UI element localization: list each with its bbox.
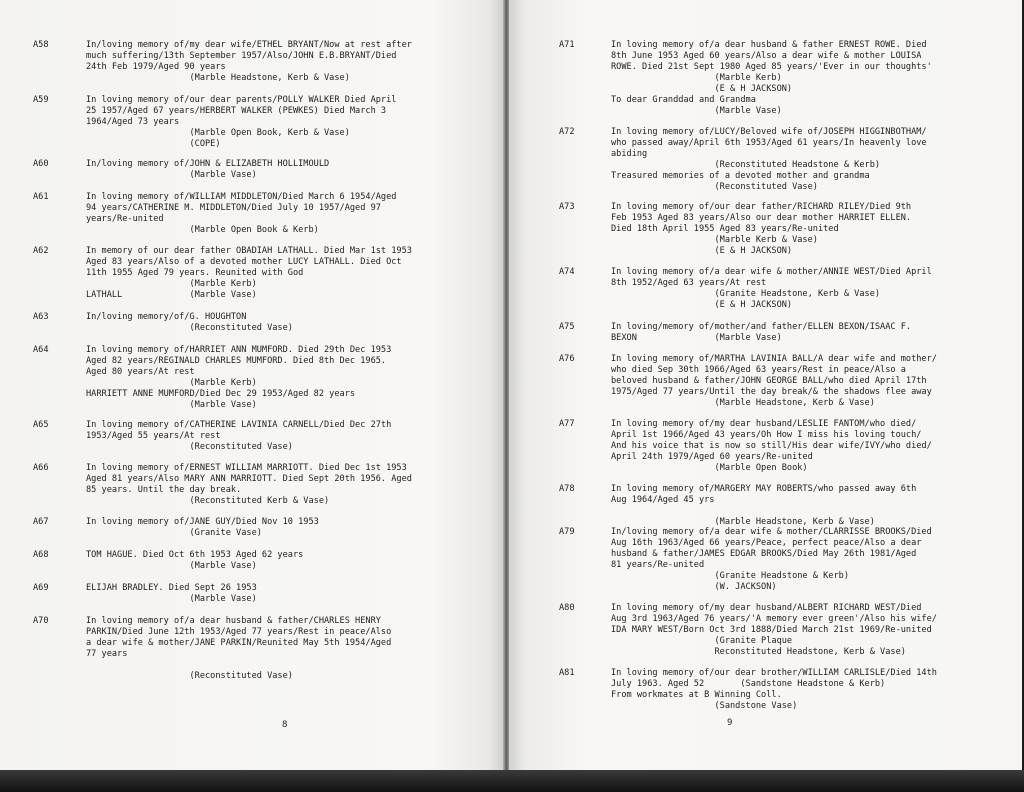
entry-code: A77 [559,419,575,429]
entry-line: Aged 80 years/At rest [86,367,195,377]
entry-code: A68 [33,550,49,560]
entry-line: Aug 3rd 1963/Aged 76 years/'A memory ever green'/Also his wife/ [611,614,937,624]
page-number: 8 [282,720,288,730]
entry-line: (Marble Vase) [86,561,257,571]
entry-line: In loving memory of/a dear wife & mother/ANNIE WEST/Died April [611,267,932,277]
entry-line: Aug 1964/Aged 45 yrs [611,495,715,505]
entry-text [611,484,916,528]
entry-text [86,159,329,181]
entry-line: In memory of our dear father OBADIAH LATHALL. Died Mar 1st 1953 [86,246,412,256]
entry-line: (Reconstituted Vase) [86,442,293,452]
entry-line: In/loving memory of/JOHN & ELIZABETH HOLLIMOULD [86,159,330,169]
entry-line: Treasured memories of a devoted mother and grandma [611,171,870,181]
entry-text [86,192,396,236]
entry-line: abiding [611,149,648,159]
entry-code: A63 [33,312,49,322]
entry-line: Aged 82 years/REGINALD CHARLES MUMFORD. Died 8th Dec 1965. [86,356,387,366]
entry-line: (Sandstone Vase) [611,701,798,711]
entry-line: 8th 1952/Aged 63 years/At rest [611,278,767,288]
entry-line: 8th June 1953 Aged 60 years/Also a dear wife & mother LOUISA [611,51,922,61]
entry-line: (W. JACKSON) [611,582,777,592]
entry-line: a dear wife & mother/JANE PARKIN/Reunited May 5th 1954/Aged [86,638,392,648]
entry-code: A66 [33,463,49,473]
entry-line: Reconstituted Headstone, Kerb & Vase) [611,647,906,657]
scan-shadow [0,770,1024,792]
entry-text [86,583,257,605]
entry-text [611,202,911,257]
entry-text [611,322,911,344]
entry-line: years/Re-united [86,214,164,224]
entry-line [611,506,916,517]
entry-line: In loving memory of/WILLIAM MIDDLETON/Died March 6 1954/Aged [86,192,397,202]
entry-line: (Marble Vase) [86,170,257,180]
entry-text [86,246,412,301]
entry-text [611,127,927,193]
entry-code: A80 [559,603,575,613]
entry-line: (Marble Kerb) [86,279,257,289]
entry-code: A62 [33,246,49,256]
entry-line: (Reconstituted Vase) [86,323,293,333]
entry-line: (Granite Vase) [86,528,262,538]
entry-line: In loving memory of/our dear brother/WILLIAM CARLISLE/Died 14th [611,668,937,678]
entry-code: A60 [33,159,49,169]
entry-line: 11th 1955 Aged 79 years. Reunited with God [86,268,304,278]
entry-line: Died 18th April 1955 Aged 83 years/Re-united [611,224,839,234]
entry-code: A67 [33,517,49,527]
entry-line: In loving memory of/a dear husband & father ERNEST ROWE. Died [611,40,927,50]
entry-line: (Granite Headstone & Kerb) [611,571,849,581]
entry-line: 81 years/Re-united [611,560,705,570]
entry-line: 1953/Aged 55 years/At rest [86,431,221,441]
entry-line: From workmates at B Winning Coll. [611,690,782,700]
entry-line: In/loving memory/of/G. HOUGHTON [86,312,247,322]
entry-code: A73 [559,202,575,212]
entry-text [611,668,937,712]
entry-line: In loving memory of/my dear husband/ALBERT RICHARD WEST/Died [611,603,922,613]
entry-line: (Marble Kerb) [611,73,782,83]
entry-line: In loving memory of/a dear husband & father/CHARLES HENRY [86,616,381,626]
entry-line: (Marble Headstone, Kerb & Vase) [611,517,875,527]
entry-text [86,95,396,150]
entry-text [86,517,319,539]
entry-line: Aged 83 years/Also of a devoted mother LUCY LATHALL. Died Oct [86,257,402,267]
entry-line: ELIJAH BRADLEY. Died Sept 26 1953 [86,583,257,593]
entry-line: In loving memory of/our dear parents/POLLY WALKER Died April [86,95,397,105]
right-page [509,0,1022,770]
entry-code: A61 [33,192,49,202]
entry-line: (E & H JACKSON) [611,300,793,310]
entry-line: In loving memory of/CATHERINE LAVINIA CARNELL/Died Dec 27th [86,420,392,430]
entry-line: 94 years/CATHERINE M. MIDDLETON/Died July 10 1957/Aged 97 [86,203,381,213]
entry-line: BEXON (Marble Vase) [611,333,782,343]
entry-code: A69 [33,583,49,593]
entry-code: A76 [559,354,575,364]
entry-line: PARKIN/Died June 12th 1953/Aged 77 years/Rest in peace/Also [86,627,392,637]
entry-line: (Marble Open Book) [611,463,808,473]
entry-code: A59 [33,95,49,105]
entry-line: In loving memory of/MARGERY MAY ROBERTS/who passed away 6th [611,484,917,494]
entry-text [86,616,391,682]
entry-line: (Marble Kerb) [86,378,257,388]
entry-code: A81 [559,668,575,678]
entry-line: Aug 16th 1963/Aged 66 years/Peace, perfect peace/Also a dear [611,538,922,548]
entry-text [86,420,391,453]
entry-line: who died Sep 30th 1966/Aged 63 years/Rest in peace/Also a [611,365,906,375]
entry-line: To dear Granddad and Grandma [611,95,756,105]
entry-line: In loving memory of/my dear husband/LESLIE FANTOM/who died/ [611,419,917,429]
entry-line: Feb 1953 Aged 83 years/Also our dear mother HARRIET ELLEN. [611,213,912,223]
entry-line: (Marble Open Book & Kerb) [86,225,319,235]
entry-line: (Marble Vase) [86,594,257,604]
entry-line: In loving memory of/our dear father/RICHARD RILEY/Died 9th [611,202,912,212]
entry-line: 1964/Aged 73 years [86,117,180,127]
entry-text [611,419,932,474]
entry-line: TOM HAGUE. Died Oct 6th 1953 Aged 62 years [86,550,304,560]
entry-line: (Reconstituted Headstone & Kerb) [611,160,881,170]
entry-line: 1975/Aged 77 years/Until the day break/& the shadows flee away [611,387,932,397]
entry-line: husband & father/JAMES EDGAR BROOKS/Died May 26th 1981/Aged [611,549,917,559]
entry-line: (Marble Vase) [86,400,257,410]
entry-line: HARRIETT ANNE MUMFORD/Died Dec 29 1953/Aged 82 years [86,389,356,399]
entry-line: IDA MARY WEST/Born Oct 3rd 1888/Died March 21st 1969/Re-united [611,625,932,635]
entry-text [611,527,932,593]
entry-code: A78 [559,484,575,494]
entry-text [86,550,303,572]
entry-text [611,40,932,117]
entry-code: A65 [33,420,49,430]
entry-text [86,463,412,507]
entry-code: A70 [33,616,49,626]
entry-line: (Marble Kerb & Vase) [611,235,818,245]
entry-text [86,345,391,411]
entry-line: (Reconstituted Vase) [86,671,293,681]
entry-line: And his voice that is now so still/His dear wife/IVY/who died/ [611,441,932,451]
entry-line: (Granite Plaque [611,636,793,646]
entry-line: 25 1957/Aged 67 years/HERBERT WALKER (PEWKES) Died March 3 [86,106,387,116]
entry-text [611,267,932,311]
entry-code: A71 [559,40,575,50]
entry-line: In loving memory of/LUCY/Beloved wife of/JOSEPH HIGGINBOTHAM/ [611,127,927,137]
entry-line: July 1963. Aged 52 (Sandstone Headstone & Kerb) [611,679,886,689]
entry-text [86,40,412,84]
entry-line: LATHALL (Marble Vase) [86,290,257,300]
entry-code: A79 [559,527,575,537]
entry-line: (Marble Open Book, Kerb & Vase) [86,128,350,138]
entry-line: Aged 81 years/Also MARY ANN MARRIOTT. Died Sept 20th 1956. Aged [86,474,412,484]
entry-line: 77 years [86,649,128,659]
entry-line: 24th Feb 1979/Aged 90 years [86,62,226,72]
entry-text [86,312,293,334]
entry-line: (Marble Headstone, Kerb & Vase) [86,73,350,83]
entry-line [86,660,391,671]
entry-line: In/loving memory of/a dear wife & mother/CLARRISSE BROOKS/Died [611,527,932,537]
entry-code: A75 [559,322,575,332]
entry-line: (Reconstituted Vase) [611,182,818,192]
entry-line: In loving/memory of/mother/and father/ELLEN BEXON/ISAAC F. [611,322,912,332]
entry-line: In loving memory of/ERNEST WILLIAM MARRIOTT. Died Dec 1st 1953 [86,463,407,473]
entry-line: In loving memory of/HARRIET ANN MUMFORD. Died 29th Dec 1953 [86,345,392,355]
entry-line: beloved husband & father/JOHN GEORGE BALL/who died April 17th [611,376,927,386]
entry-line: In loving memory of/MARTHA LAVINIA BALL/A dear wife and mother/ [611,354,937,364]
entry-line: (COPE) [86,139,221,149]
entry-line: In/loving memory of/my dear wife/ETHEL BRYANT/Now at rest after [86,40,412,50]
entry-line: ROWE. Died 21st Sept 1980 Aged 85 years/'Ever in our thoughts' [611,62,932,72]
entry-line: In loving memory of/JANE GUY/Died Nov 10 1953 [86,517,319,527]
entry-line: (E & H JACKSON) [611,84,793,94]
entry-line: much suffering/13th September 1957/Also/JOHN E.B.BRYANT/Died [86,51,397,61]
entry-code: A72 [559,127,575,137]
entry-line: April 24th 1979/Aged 60 years/Re-united [611,452,813,462]
entry-line: (Marble Vase) [611,106,782,116]
entry-line: (Granite Headstone, Kerb & Vase) [611,289,881,299]
entry-code: A74 [559,267,575,277]
entry-code: A58 [33,40,49,50]
left-page [0,0,504,770]
page-number: 9 [727,718,733,728]
entry-code: A64 [33,345,49,355]
entry-line: who passed away/April 6th 1953/Aged 61 years/In heavenly love [611,138,927,148]
entry-line: April 1st 1966/Aged 43 years/Oh How I miss his loving touch/ [611,430,922,440]
entry-text [611,354,937,409]
entry-line: (Reconstituted Kerb & Vase) [86,496,330,506]
entry-line: (E & H JACKSON) [611,246,793,256]
entry-line: 85 years. Until the day break. [86,485,242,495]
entry-line: (Marble Headstone, Kerb & Vase) [611,398,875,408]
entry-text [611,603,937,658]
